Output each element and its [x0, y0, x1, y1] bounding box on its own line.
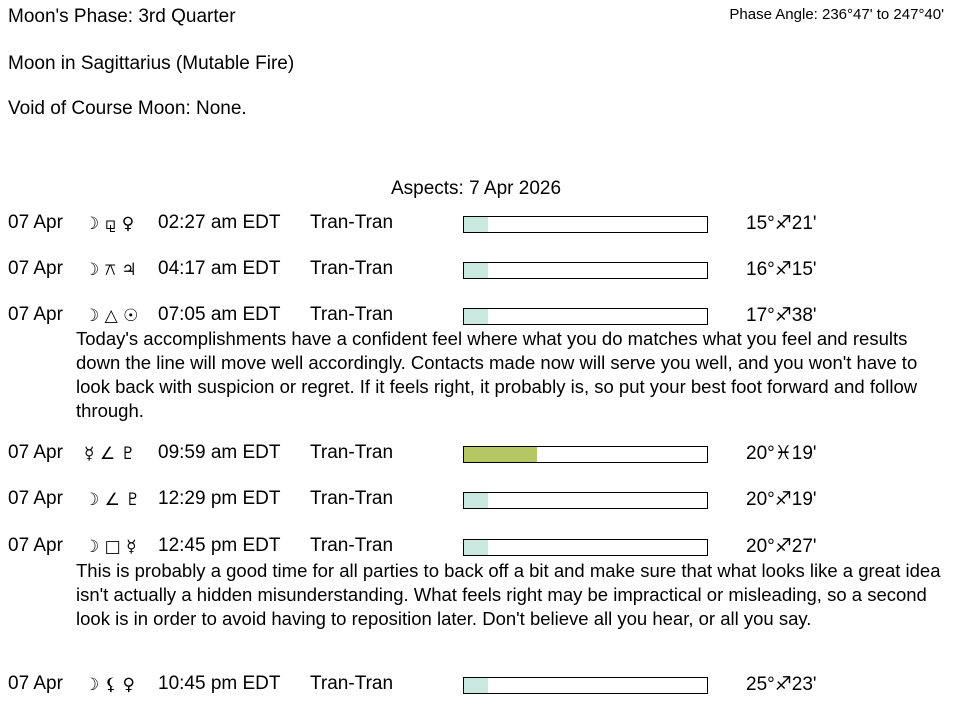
aspect-date: 07 Apr	[8, 304, 63, 325]
aspect-row	[8, 258, 948, 282]
void-of-course: Void of Course Moon: None.	[8, 98, 247, 119]
aspect-glyphs: ☽ ⚻ ♃	[84, 260, 137, 280]
strength-bar	[463, 216, 708, 233]
aspect-kind: Tran-Tran	[310, 212, 394, 233]
aspect-kind: Tran-Tran	[310, 304, 394, 325]
aspect-date: 07 Apr	[8, 673, 63, 694]
strength-bar	[463, 677, 708, 694]
strength-bar-fill	[464, 447, 537, 462]
aspect-time: 12:45 pm EDT	[158, 535, 281, 556]
strength-bar-fill	[464, 309, 488, 324]
aspect-row	[8, 535, 948, 559]
aspect-date: 07 Apr	[8, 535, 63, 556]
strength-bar-fill	[464, 493, 488, 508]
aspect-date: 07 Apr	[8, 442, 63, 463]
aspect-kind: Tran-Tran	[310, 673, 394, 694]
aspect-glyphs: ☽ ∠ ♇	[84, 490, 141, 510]
strength-bar	[463, 492, 708, 509]
aspect-description: Today's accomplishments have a confident feel where what you do matches what you feel and results down the line will move well accordingly. Contacts made now will serve you well, and you won't have to look back with suspicion or regret. If it feels right, it probably is, so put your best foot forward and follow through.	[76, 328, 918, 421]
aspect-date: 07 Apr	[8, 258, 63, 279]
aspect-date: 07 Apr	[8, 212, 63, 233]
strength-bar	[463, 262, 708, 279]
aspect-row	[8, 488, 948, 512]
aspect-position: 20°♐27'	[746, 536, 817, 557]
aspect-kind: Tran-Tran	[310, 442, 394, 463]
aspect-time: 12:29 pm EDT	[158, 488, 281, 509]
aspect-glyphs: ☽ □ ☿	[84, 537, 137, 557]
aspect-row	[8, 673, 948, 697]
aspect-glyphs: ☽ △ ☉	[84, 306, 139, 326]
phase-angle: Phase Angle: 236°47' to 247°40'	[729, 6, 944, 23]
strength-bar	[463, 539, 708, 556]
aspect-position: 15°♐21'	[746, 213, 817, 234]
strength-bar	[463, 446, 708, 463]
aspect-row	[8, 304, 948, 328]
aspect-glyphs: ☿ ∠ ♇	[84, 444, 136, 464]
aspect-position: 16°♐15'	[746, 259, 817, 280]
aspect-time: 07:05 am EDT	[158, 304, 281, 325]
aspect-time: 10:45 pm EDT	[158, 673, 281, 694]
aspect-glyphs: ☽ ⚸ ♀	[84, 675, 135, 695]
aspect-date: 07 Apr	[8, 488, 63, 509]
strength-bar-fill	[464, 217, 488, 232]
strength-bar-fill	[464, 263, 488, 278]
aspect-kind: Tran-Tran	[310, 258, 394, 279]
aspect-position: 20°♓19'	[746, 443, 817, 464]
strength-bar-fill	[464, 678, 488, 693]
aspect-kind: Tran-Tran	[310, 535, 394, 556]
aspect-description: This is probably a good time for all parties to back off a bit and make sure that what looks like a great idea isn't actually a hidden misunderstanding. What feels right may be impractical or misleading, so a second look is in order to avoid having to reposition later. Don't believe all you hear, or all you say.	[76, 560, 941, 629]
moon-sign: Moon in Sagittarius (Mutable Fire)	[8, 53, 295, 74]
aspect-kind: Tran-Tran	[310, 488, 394, 509]
aspect-time: 04:17 am EDT	[158, 258, 281, 279]
aspect-position: 20°♐19'	[746, 489, 817, 510]
aspect-time: 09:59 am EDT	[158, 442, 281, 463]
aspect-row	[8, 442, 948, 466]
strength-bar-fill	[464, 540, 488, 555]
strength-bar	[463, 308, 708, 325]
aspect-position: 17°♐38'	[746, 305, 817, 326]
aspect-glyphs: ☽ ⚼ ♀	[84, 214, 135, 234]
aspect-time: 02:27 am EDT	[158, 212, 281, 233]
aspect-row	[8, 212, 948, 236]
moon-phase: Moon's Phase: 3rd Quarter	[8, 6, 236, 27]
aspects-title: Aspects: 7 Apr 2026	[390, 178, 562, 199]
aspect-position: 25°♐23'	[746, 674, 817, 695]
